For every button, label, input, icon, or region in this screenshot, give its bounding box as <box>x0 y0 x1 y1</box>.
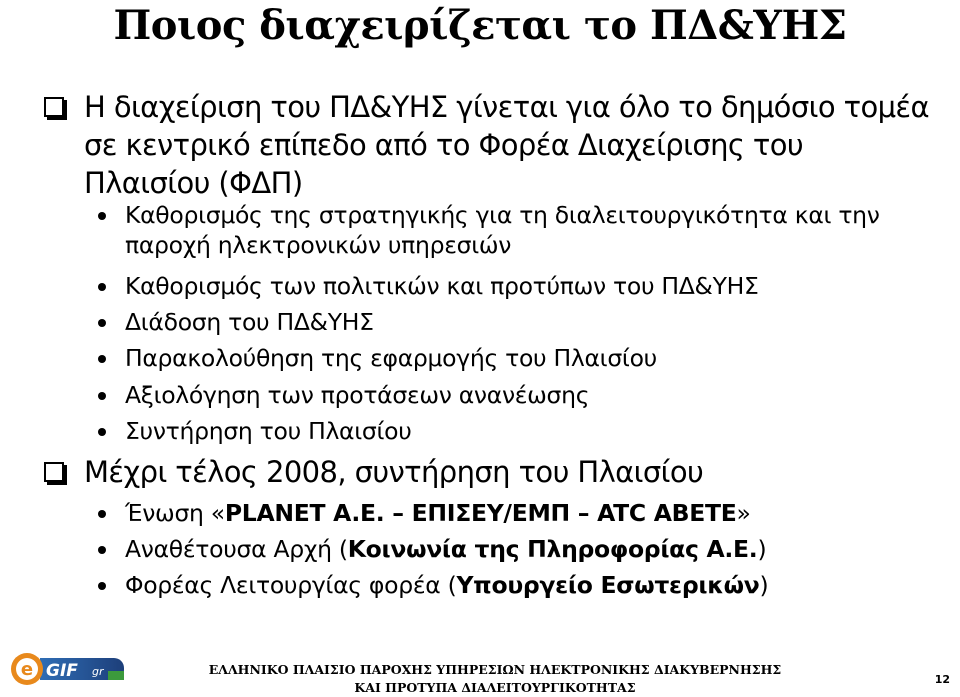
checkbox-item-maintenance <box>44 453 934 491</box>
bullet-dot-icon <box>98 319 106 327</box>
bullet-dot-icon <box>98 392 106 400</box>
bullet-item <box>98 307 928 337</box>
bullet-item <box>98 271 928 301</box>
bullet-item <box>98 416 928 446</box>
bullet-item <box>98 498 928 528</box>
checkbox-bullet-icon <box>44 97 64 117</box>
bullet-dot-icon <box>98 212 106 220</box>
bullet-text: Ένωση «PLANET A.E. – ΕΠΙΣΕΥ/ΕΜΠ – ATC ABETE» <box>125 499 751 527</box>
logo-name: GIF <box>46 661 78 681</box>
checkbox-item-text: Η διαχείριση του ΠΔ&ΥΗΣ γίνεται για όλο το δημόσιο τομέα σε κεντρικό επίπεδο από το Φορέα Διαχείρισης του Πλαισίου (ΦΔΠ) <box>84 90 930 200</box>
checkbox-item-text: Μέχρι τέλος 2008, συντήρηση του Πλαισίου <box>84 455 704 489</box>
bullet-dot-icon <box>98 283 106 291</box>
checkbox-item-management <box>44 88 934 202</box>
checkbox-bullet-icon <box>44 462 64 482</box>
bullet-text: Αξιολόγηση των προτάσεων ανανέωσης <box>125 381 590 409</box>
slide-title: Ποιος διαχειρίζεται το ΠΔ&ΥΗΣ <box>113 2 847 49</box>
bullet-text: Αναθέτουσα Αρχή (Κοινωνία της Πληροφορίας Α.Ε.) <box>125 535 767 563</box>
bullet-text: Φορέας Λειτουργίας φορέα (Υπουργείο Εσωτερικών) <box>125 571 769 599</box>
bullet-text: Καθορισμός της στρατηγικής για τη διαλειτουργικότητα και την παροχή ηλεκτρονικών υπηρεσιών <box>125 201 880 259</box>
bullet-item <box>98 570 928 600</box>
bullet-dot-icon <box>98 582 106 590</box>
bullet-text: Παρακολούθηση της εφαρμογής του Πλαισίου <box>125 344 657 372</box>
bullet-item <box>98 343 928 373</box>
bullet-dot-icon <box>98 428 106 436</box>
logo-suffix: gr <box>92 665 104 678</box>
footer-line-1: ΕΛΛΗΝΙΚΟ ΠΛΑΙΣΙΟ ΠΑΡΟΧΗΣ ΥΠΗΡΕΣΙΩΝ ΗΛΕΚΤΡΟΝΙΚΗΣ ΔΙΑΚΥΒΕΡΝΗΣΗΣ <box>208 662 782 677</box>
bullet-item <box>98 200 928 260</box>
footer-line-2: ΚΑΙ ΠΡΟΤΥΠΑ ΔΙΑΛΕΙΤΟΥΡΓΙΚΟΤΗΤΑΣ <box>354 680 636 695</box>
bullet-dot-icon <box>98 510 106 518</box>
egif-logo <box>10 652 126 686</box>
bullet-text: Διάδοση του ΠΔ&ΥΗΣ <box>125 308 374 336</box>
bullet-text: Καθορισμός των πολιτικών και προτύπων του ΠΔ&ΥΗΣ <box>125 272 759 300</box>
bullet-item <box>98 534 928 564</box>
bullet-dot-icon <box>98 546 106 554</box>
bullet-item <box>98 380 928 410</box>
bullet-dot-icon <box>98 355 106 363</box>
logo-letter: e <box>20 659 34 680</box>
bullet-text: Συντήρηση του Πλαισίου <box>125 417 412 445</box>
page-number: 12 <box>934 673 950 686</box>
